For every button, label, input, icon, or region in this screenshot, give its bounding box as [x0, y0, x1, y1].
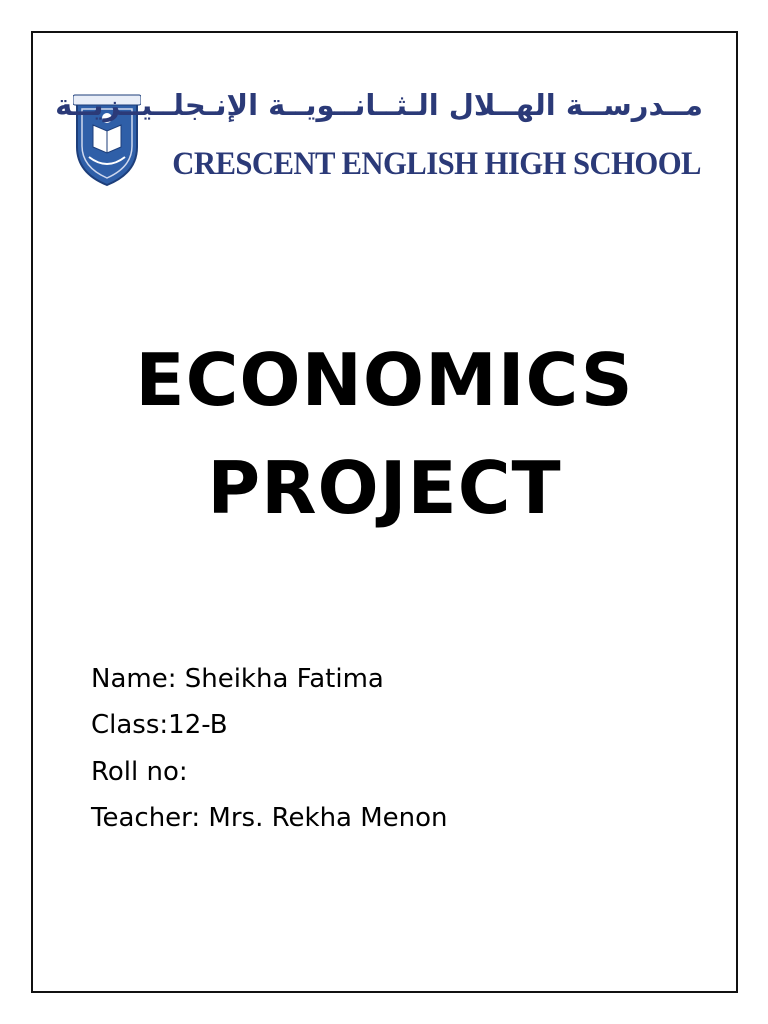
student-name: Name: Sheikha Fatima [91, 664, 384, 694]
school-name-arabic: مــدرســة الهــلال الـثــانــويــة الإنـجلــيــزيــة [55, 88, 703, 122]
project-title-line-1: ECONOMICS [135, 338, 634, 422]
project-title-line-2: PROJECT [207, 446, 562, 530]
teacher-name: Teacher: Mrs. Rekha Menon [91, 803, 448, 833]
student-roll-number: Roll no: [91, 757, 188, 787]
cover-page [31, 31, 738, 993]
school-header [33, 33, 736, 218]
student-class: Class:12-B [91, 710, 228, 740]
school-name-english: CRESCENT ENGLISH HIGH SCHOOL [172, 146, 701, 182]
